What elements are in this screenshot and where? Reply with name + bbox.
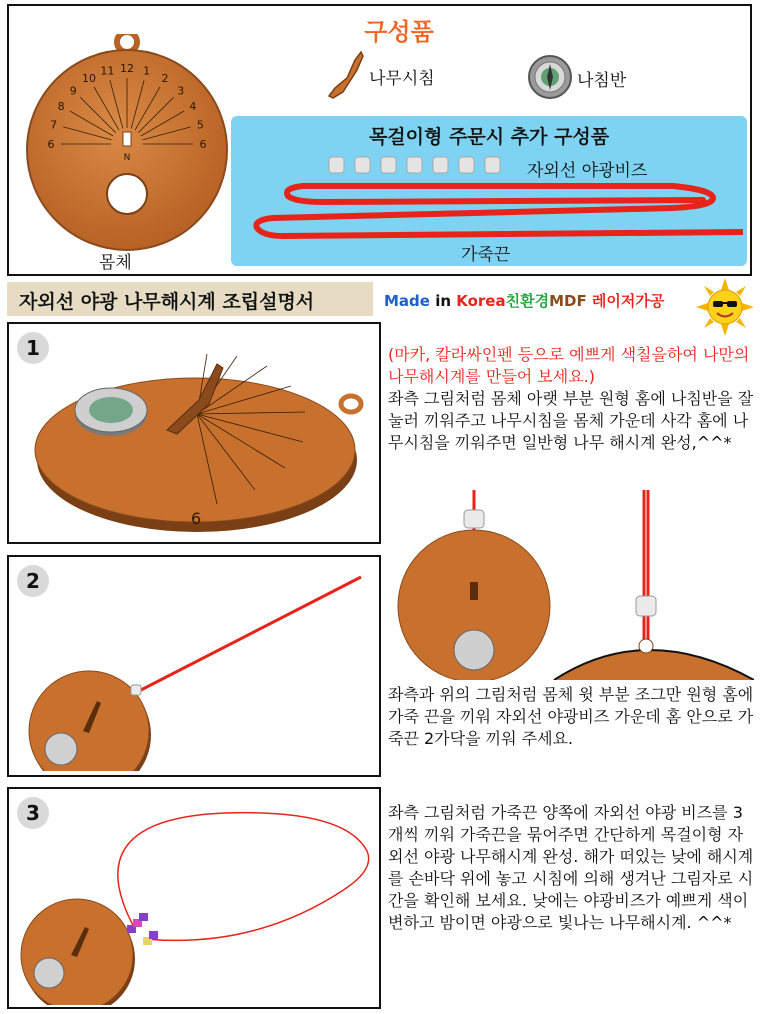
dial-hour-number: 4 <box>189 100 197 113</box>
step-1-assembled-sundial <box>27 342 373 538</box>
laser-text: 레이저가공 <box>586 292 665 310</box>
banner-title: 자외선 야광 나무해시계 조립설명서 <box>19 291 315 313</box>
made-in-korea-line <box>384 290 664 311</box>
sun-icon <box>696 278 754 336</box>
step-2-number: 2 <box>26 569 40 593</box>
dial-hour-number: 8 <box>57 100 65 113</box>
compass-icon <box>527 54 573 100</box>
dial-hour-number: 5 <box>196 118 204 132</box>
dial-hour-number: 12 <box>120 62 134 75</box>
sundial-body-illustration <box>17 34 237 254</box>
step-3-instructions: 좌측 그림처럼 가죽끈 양쪽에 자외선 야광 비즈를 3개씩 끼워 가죽끈을 묶어주면 간단하게 목걸이형 자외선 야광 나무해시계 완성. 해가 떠있는 낮에 해시계를 손바닥 위에 놓고 시침에 의해 생겨난 그림자로 시간을 확인해 보세요. 낮에는 야광비즈가 예쁘게 색이 변하고 밤이면 야광으로 빛나는 나무해시계. ^^* <box>388 803 754 932</box>
dial-hour-number: 11 <box>100 64 115 78</box>
step-1-number: 1 <box>26 336 40 360</box>
step-1-coloring-note: (마카, 칼라싸인펜 등으로 예쁘게 색칠을하여 나만의 나무해시계를 만들어 보세요.) <box>388 345 750 386</box>
made-text: Made <box>384 292 430 310</box>
dial-hour-number: 10 <box>82 72 96 86</box>
north-mark: N <box>123 153 131 163</box>
dial-hour-number: 1 <box>143 64 151 78</box>
korea-text: Korea <box>456 292 506 310</box>
mdf-text: MDF <box>549 292 587 310</box>
cord-label: 가죽끈 <box>461 245 511 265</box>
step-3-number: 3 <box>26 801 40 825</box>
step-1-image-panel <box>7 322 381 544</box>
components-panel <box>7 4 752 276</box>
step-1-instructions: 좌측 그림처럼 몸체 아랫 부분 원형 홈에 나침반을 잘 눌러 끼워주고 나무시침을 몸체 가운데 사각 홈에 나무시침을 끼워주면 일반형 나무 해시계 완성,^^* <box>388 389 754 452</box>
step-3-necklace-sundial <box>15 799 379 1005</box>
beads-label: 자외선 야광비즈 <box>527 161 648 181</box>
eco-text: 친환경 <box>505 292 550 310</box>
step-2-image-panel <box>7 555 381 777</box>
dial-hour-number: 9 <box>69 84 77 98</box>
gnomon-label: 나무시침 <box>369 69 435 89</box>
step-2-detail-illustration <box>392 490 754 680</box>
dial-hour-number: 6 <box>199 138 207 151</box>
beads-illustration <box>327 154 507 176</box>
step-3-image-panel <box>7 787 381 1009</box>
necklace-title: 목걸이형 주문시 추가 구성품 <box>368 126 610 148</box>
svg-text:6: 6 <box>191 509 202 528</box>
leather-cord-illustration <box>243 176 743 242</box>
components-title: 구성품 <box>364 18 434 46</box>
dial-hour-number: 6 <box>47 138 55 151</box>
gnomon-icon <box>325 48 365 100</box>
dial-hour-number: 3 <box>177 84 185 98</box>
compass-label: 나침반 <box>577 71 627 91</box>
in-text: in <box>429 292 457 310</box>
body-label: 몸체 <box>99 253 132 273</box>
dial-hour-number: 2 <box>161 72 169 86</box>
step-2-instructions: 좌측과 위의 그림처럼 몸체 윗 부분 조그만 원형 홈에 가죽 끈을 끼워 자외선 야광비즈 가운데 홈 안으로 가죽끈 2가닥을 끼워 주세요. <box>388 685 754 748</box>
necklace-panel <box>231 116 747 266</box>
step-2-sundial-with-cord <box>19 571 379 771</box>
dial-hour-number: 7 <box>50 118 58 132</box>
title-banner <box>7 282 373 316</box>
